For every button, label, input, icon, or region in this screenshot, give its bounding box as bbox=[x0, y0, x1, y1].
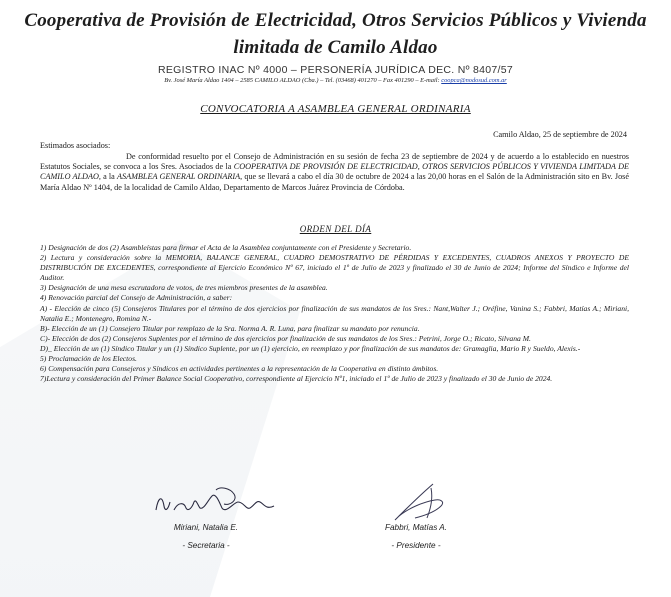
agenda-item: B)- Elección de un (1) Consejero Titular por remplazo de la Sra. Norma A. R. Luna, para finalizar su mandato por renuncia. bbox=[40, 323, 420, 333]
intro-paragraph bbox=[40, 152, 629, 193]
secretary-name: Miriani, Natalia E. bbox=[173, 523, 239, 532]
agenda-item: C)- Elección de dos (2) Consejeros Suplentes por el término de dos ejercicios por finalización de sus mandatos de los Sres.: Petrini, Jorge O.; Ricato, Silvana M. bbox=[40, 333, 531, 343]
email-link[interactable]: coopca@nodosud.com.ar bbox=[441, 77, 507, 84]
agenda-item: 1) Designación de dos (2) Asambleístas para firmar el Acta de la Asamblea conjuntamente con el Presidente y Secretario. bbox=[40, 243, 412, 252]
agenda-item: 2) Lectura y consideración sobre la MEMORIA, BALANCE GENERAL, CUADRO DEMOSTRATIVO DE PÉRDIDAS Y EXCEDENTES, CUADROS ANEXOS Y PROYECTO DE DISTRIBUCIÓN DE EXCEDENTES, correspondiente al Ejercicio Económico Nº 67, iniciado el 1º de Julio de 2023 y finalizado el 30 de Junio de 2024; Informe del Síndico e Informe del Auditor. bbox=[40, 253, 629, 283]
address-line bbox=[0, 77, 671, 84]
intro-assembly-name: ASAMBLEA GENERAL ORDINARIA bbox=[116, 172, 241, 182]
agenda-item: A) - Elección de cinco (5) Consejeros Titulares por el término de dos ejercicios por finalización de sus mandatos de los Sres.: Nant,Walter J.; Oréfine, Vanina S.; Fabbri, Matías A.; Miriani, Natalia E.; Montenegro, Romina N.- bbox=[40, 303, 629, 323]
agenda-item: 4) Renovación parcial del Consejo de Administración, a saber: bbox=[40, 293, 233, 303]
president-role: - Presidente - bbox=[391, 541, 441, 550]
agenda-item: 5) Proclamación de los Electos. bbox=[40, 354, 137, 364]
registro-line: REGISTRO INAC Nº 4000 – PERSONERÍA JURÍDICA DEC. Nº 8407/57 bbox=[157, 64, 514, 76]
agenda-list bbox=[40, 243, 629, 384]
document-heading: CONVOCATORIA A ASAMBLEA GENERAL ORDINARIA bbox=[200, 103, 471, 115]
document-date: Camilo Aldao, 25 de septiembre de 2024 bbox=[493, 130, 627, 139]
intro-part1: De conformidad resuelto por el Consejo de Administración en su sesión de fecha 23 de septiembre de 2024 y de acuerdo a lo establecido en nuestros Estatutos Sociales, se convoca a los Sres. Asociados de la bbox=[40, 152, 629, 172]
orden-heading: ORDEN DEL DÍA bbox=[299, 224, 372, 234]
agenda-item: 7)Lectura y consideración del Primer Balance Social Cooperativo, correspondiente al Ejercicio Nº1, iniciado el 1º de Julio de 2023 y finalizado el 30 de Junio de 2024. bbox=[40, 374, 553, 384]
greeting: Estimados asociados: bbox=[40, 141, 111, 150]
coop-title-line1: Cooperativa de Provisión de Electricidad, Otros Servicios Públicos y Vivienda bbox=[24, 10, 647, 31]
secretary-role: - Secretaria - bbox=[182, 541, 230, 550]
intro-part3: , que se llevará a cabo el día 30 de octubre de 2024 a las 20,00 horas en el Salón de la Administración sito en Bv. José María Aldao Nº 1404, de la localidad de Camilo Aldao, Departamento de Marcos Juárez Provincia de Córdoba. bbox=[40, 172, 629, 192]
address-text: Bv. José María Aldao 1404 – 2585 CAMILO ALDAO (Cba.) – Tel. (03468) 401270 – Fax 401290 – E-mail: bbox=[164, 77, 442, 84]
agenda-item: 6) Compensación para Consejeros y Síndicos en actividades pertinentes a la representación de la Cooperativa en distinto ámbitos. bbox=[40, 364, 439, 374]
intro-cooperative-name: COOPERATIVA DE PROVISIÓN DE ELECTRICIDAD, OTROS SERVICIOS PÚBLICOS Y VIVIENDA LIMITADA DE CAMILO ALDAO bbox=[40, 162, 630, 182]
agenda-item: D)_ Elección de un (1) Síndico Titular y un (1) Síndico Suplente, por un (1) ejercicio, en reemplazo y por finalización de sus mandatos de: Gramaglia, Mario R y Sueldo, Alexis.- bbox=[40, 343, 581, 353]
president-name: Fabbri, Matías A. bbox=[384, 523, 448, 532]
agenda-item: 3) Designación de una mesa escrutadora de votos, de tres miembros presentes de la asamblea. bbox=[40, 283, 328, 293]
coop-title-line2: limitada de Camilo Aldao bbox=[233, 37, 438, 58]
secretary-signature bbox=[150, 480, 280, 526]
president-signature bbox=[385, 478, 465, 526]
intro-part2: , a la bbox=[98, 172, 117, 182]
